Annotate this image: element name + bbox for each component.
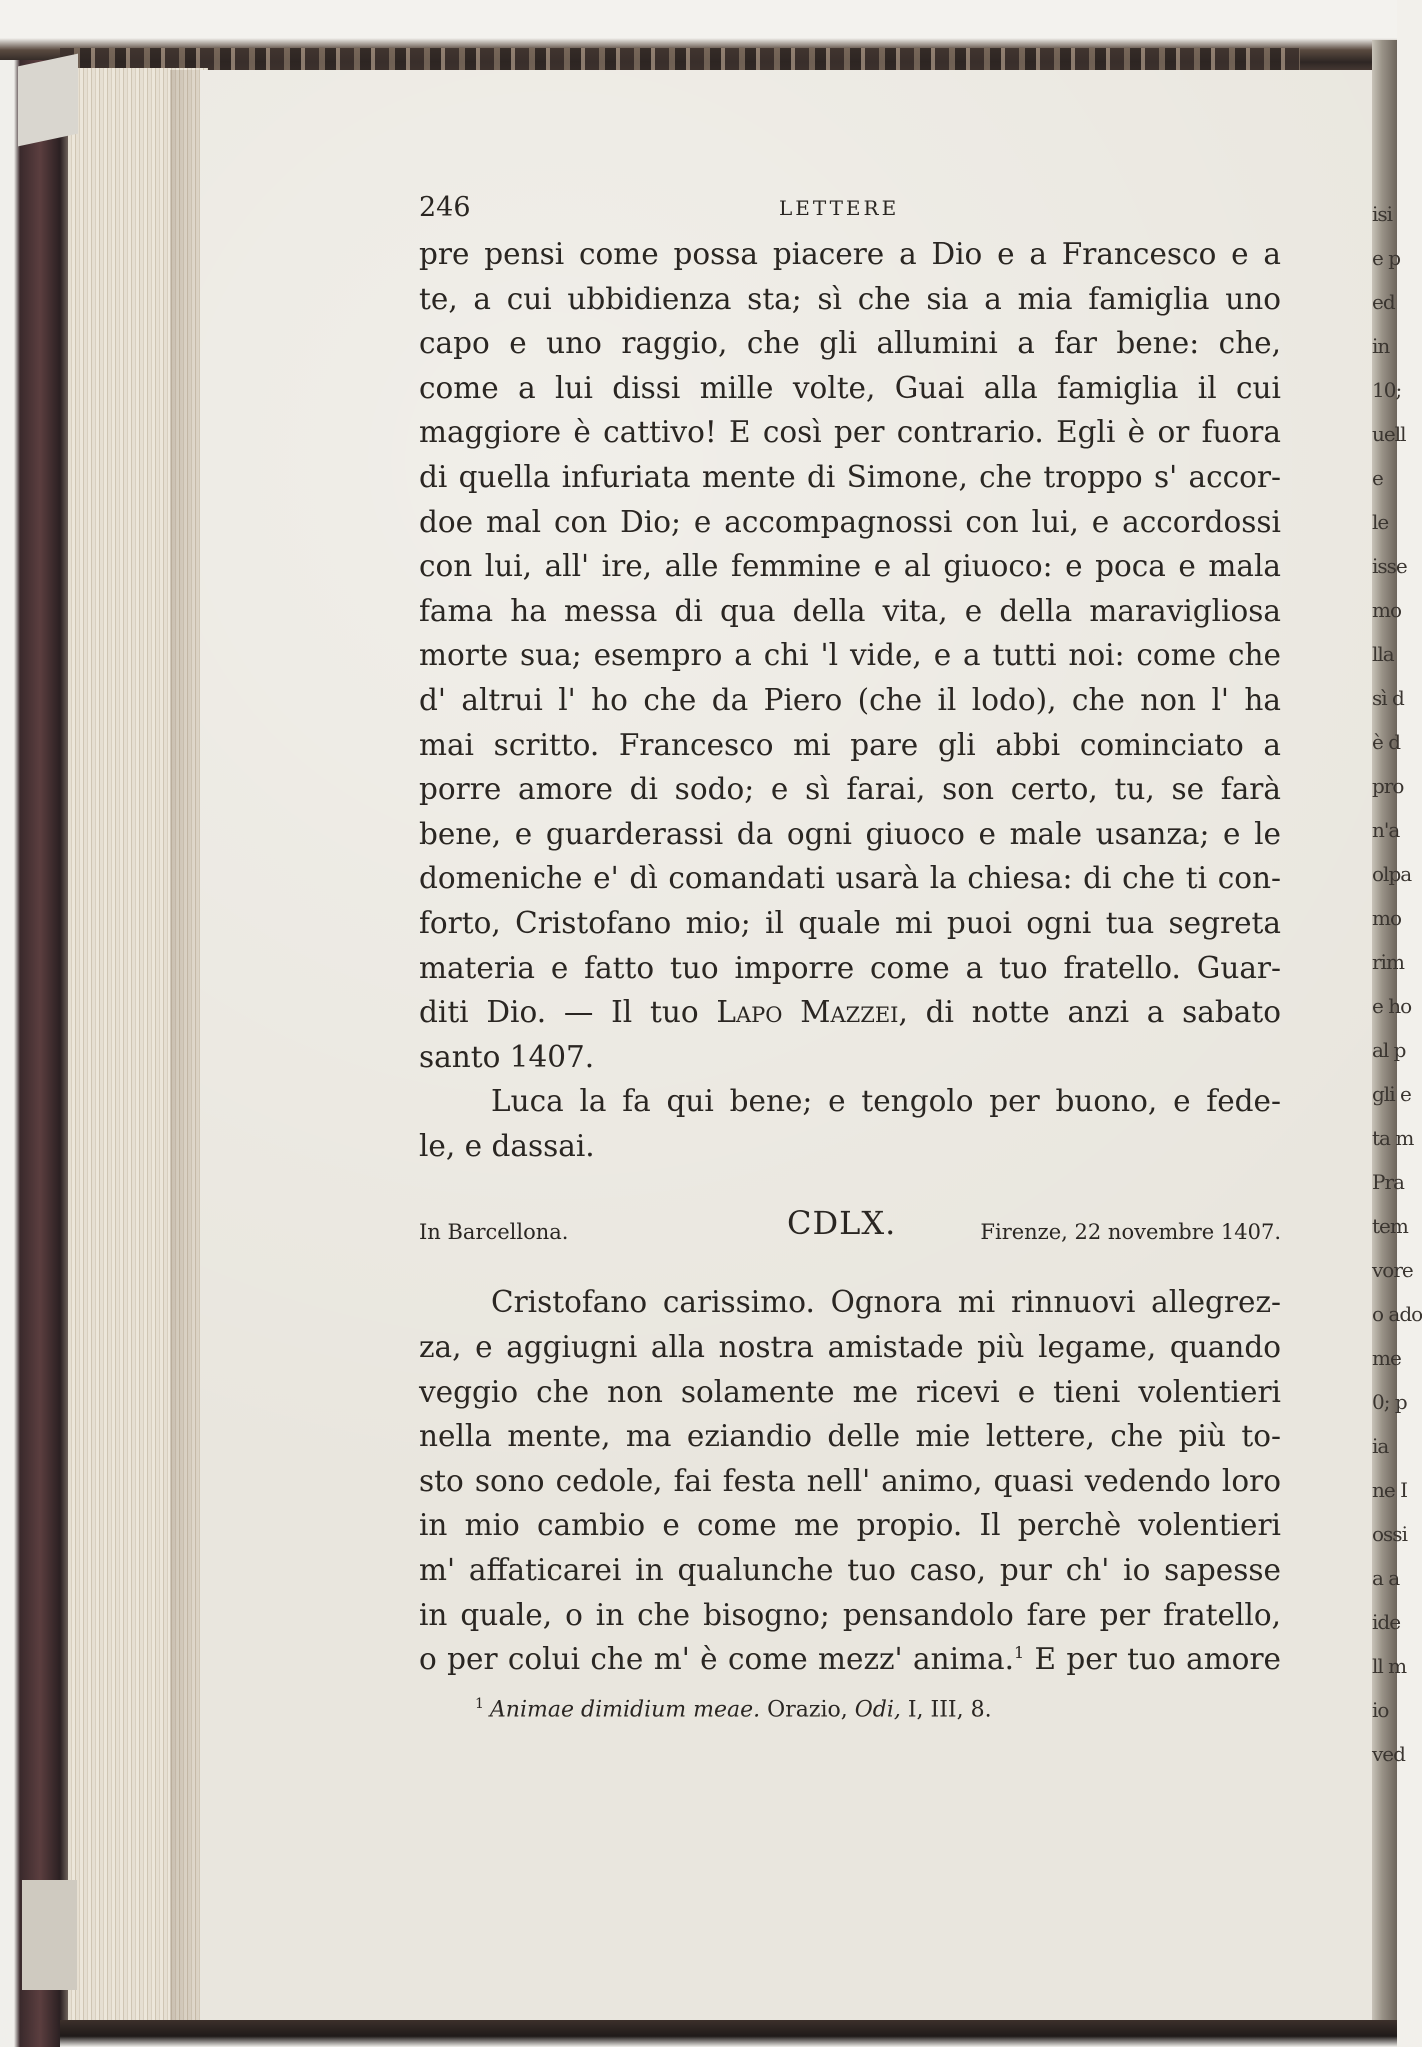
facing-page-fragment: uell — [1372, 422, 1406, 446]
page-number: 246 — [419, 192, 471, 223]
running-head: LETTERE — [779, 196, 900, 220]
text-line: za, e aggiugni alla nostra amistade più legame, quando — [419, 1330, 1281, 1365]
text-line: doe mal con Dio; e accompagnossi con lui, e accordossi — [419, 504, 1281, 539]
letter-body — [419, 1280, 1281, 1637]
facing-page-fragment: in — [1372, 334, 1390, 358]
facing-page-fragment: ide — [1372, 1610, 1401, 1634]
facing-page-fragment: e p — [1372, 246, 1400, 270]
facing-page-fragment: le — [1372, 510, 1389, 534]
facing-page-fragment: vore — [1372, 1258, 1413, 1282]
last-line-text: o per colui che m' è come mezz' anima. — [419, 1642, 1014, 1677]
text-line: d' altrui l' ho che da Piero (che il lodo), che non l' ha — [419, 682, 1281, 717]
footnote-work: Odi, — [854, 1697, 901, 1723]
letter-date: Firenze, 22 novembre 1407. — [980, 1220, 1281, 1245]
text-line: le, e dassai. — [419, 1128, 595, 1163]
signature-line — [419, 990, 1281, 1035]
text-line: porre amore di sodo; e sì farai, son certo, tu, se farà — [419, 772, 1281, 807]
facing-page-fragment: a a — [1372, 1566, 1400, 1590]
cover-corner-bottom — [22, 1880, 77, 1990]
facing-page-fragment: 0; p — [1372, 1390, 1407, 1414]
text-line: nella mente, ma eziandio delle mie lettere, che più to- — [419, 1419, 1281, 1454]
text-line: come a lui dissi mille volte, Guai alla famiglia il cui — [419, 370, 1281, 405]
facing-page-fragment: al p — [1372, 1038, 1406, 1062]
facing-page-fragment: ossi — [1372, 1522, 1407, 1546]
facing-page-fragment: lla — [1372, 642, 1394, 666]
footnote-citation: Orazio, — [760, 1697, 855, 1723]
text-line: di quella infuriata mente di Simone, che troppo s' accor- — [419, 459, 1281, 494]
facing-page-fragment: n'a — [1372, 818, 1400, 842]
bottom-cover-edge — [60, 2020, 1397, 2047]
facing-page-fragment: 10; — [1372, 378, 1402, 402]
facing-page-fragment: ia — [1372, 1434, 1389, 1458]
text-line: veggio che non solamente me ricevi e tieni volentieri — [419, 1374, 1281, 1409]
footnote-quote: Animae dimidium meae. — [489, 1697, 761, 1723]
facing-page-fragment: mo — [1372, 598, 1402, 622]
facing-page-fragment: tem — [1372, 1214, 1408, 1238]
facing-page-fragment: isi — [1372, 202, 1393, 226]
signature-after: , di notte anzi a sabato — [898, 995, 1281, 1030]
page-header — [419, 192, 1281, 232]
letter-heading — [419, 1200, 1281, 1260]
signatory-name: Lapo Mazzei — [716, 995, 899, 1030]
text-line: bene, e guarderassi da ogni giuoco e male usanza; e le — [419, 816, 1281, 851]
facing-page-fragment: ll m — [1372, 1654, 1407, 1678]
facing-page-fragment: ne I — [1372, 1478, 1407, 1502]
text-line: te, a cui ubbidienza sta; sì che sia a mia famiglia uno — [419, 281, 1281, 316]
paragraph-continued — [419, 232, 1281, 990]
footnote-reference-text: I, III, 8. — [900, 1697, 992, 1723]
marbled-cover-pattern — [60, 48, 1300, 70]
text-line: maggiore è cattivo! E così per contrario. Egli è or fuora — [419, 415, 1281, 450]
left-cover-edge — [0, 60, 70, 2047]
facing-page-fragment: o ado — [1372, 1302, 1422, 1326]
text-line: forto, Cristofano mio; il quale mi puoi ogni tua segreta — [419, 905, 1281, 940]
facing-page-fragment: rim — [1372, 950, 1404, 974]
facing-page-fragment: ved — [1372, 1742, 1405, 1766]
facing-page-fragment: è d — [1372, 730, 1400, 754]
footnote-reference: 1 — [1013, 1643, 1025, 1663]
text-line: mai scritto. Francesco mi pare gli abbi cominciato a — [419, 727, 1281, 762]
facing-page-fragment: me — [1372, 1346, 1401, 1370]
facing-page-fragment: io — [1372, 1698, 1389, 1722]
text-line: Cristofano carissimo. Ognora mi rinnuovi allegrez- — [491, 1285, 1281, 1320]
text-line: m' affaticarei in qualunche tuo caso, pur ch' io sapesse — [419, 1553, 1281, 1588]
recipient-place: In Barcellona. — [419, 1220, 569, 1245]
last-line-after: E per tuo amore — [1024, 1642, 1281, 1677]
facing-page-fragment: ed — [1372, 290, 1395, 314]
letter-last-line — [419, 1637, 1281, 1682]
text-line: morte sua; esempro a chi 'l vide, e a tutti noi: come che — [419, 638, 1281, 673]
postscript — [419, 1079, 1281, 1168]
letter-number: CDLX. — [787, 1204, 897, 1243]
text-line: in mio cambio e come me propio. Il perchè volentieri — [419, 1508, 1281, 1543]
text-line: fama ha messa di qua della vita, e della maravigliosa — [419, 593, 1281, 628]
facing-page-fragment: gli e — [1372, 1082, 1411, 1106]
signature-before: diti Dio. — Il tuo — [419, 995, 699, 1030]
facing-page-fragments — [1372, 200, 1422, 1850]
footnote-mark: 1 — [475, 1695, 484, 1712]
text-line: sto sono cedole, fai festa nell' animo, quasi vedendo loro — [419, 1463, 1281, 1498]
text-line: capo e uno raggio, che gli allumini a far bene: che, — [419, 326, 1281, 361]
facing-page-fragment: e ho — [1372, 994, 1412, 1018]
facing-page-fragment: mo — [1372, 906, 1402, 930]
facing-page-fragment: ta m — [1372, 1126, 1414, 1150]
facing-page-fragment: e — [1372, 466, 1383, 490]
text-line: in quale, o in che bisogno; pensandolo fare per fratello, — [419, 1597, 1281, 1632]
facing-page-fragment: sì d — [1372, 686, 1404, 710]
footnote — [419, 1688, 1281, 1726]
text-line: pre pensi come possa piacere a Dio e a Francesco e a — [419, 237, 1281, 271]
text-line: Luca la fa qui bene; e tengolo per buono, e fede- — [491, 1084, 1281, 1119]
text-line: domeniche e' dì comandati usarà la chiesa: di che ti con- — [419, 861, 1281, 896]
text-line: materia e fatto tuo imporre come a tuo fratello. Guar- — [419, 950, 1281, 985]
cover-corner-top — [18, 54, 78, 147]
page-text — [419, 192, 1281, 1726]
text-line: con lui, all' ire, alle femmine e al giuoco: e poca e mala — [419, 549, 1281, 584]
facing-page-fragment: Pra — [1372, 1170, 1404, 1194]
facing-page-fragment: olpa — [1372, 862, 1412, 886]
closing-line: santo 1407. — [419, 1039, 595, 1074]
facing-page-fragment: isse — [1372, 554, 1407, 578]
facing-page-fragment: pro — [1372, 774, 1404, 798]
